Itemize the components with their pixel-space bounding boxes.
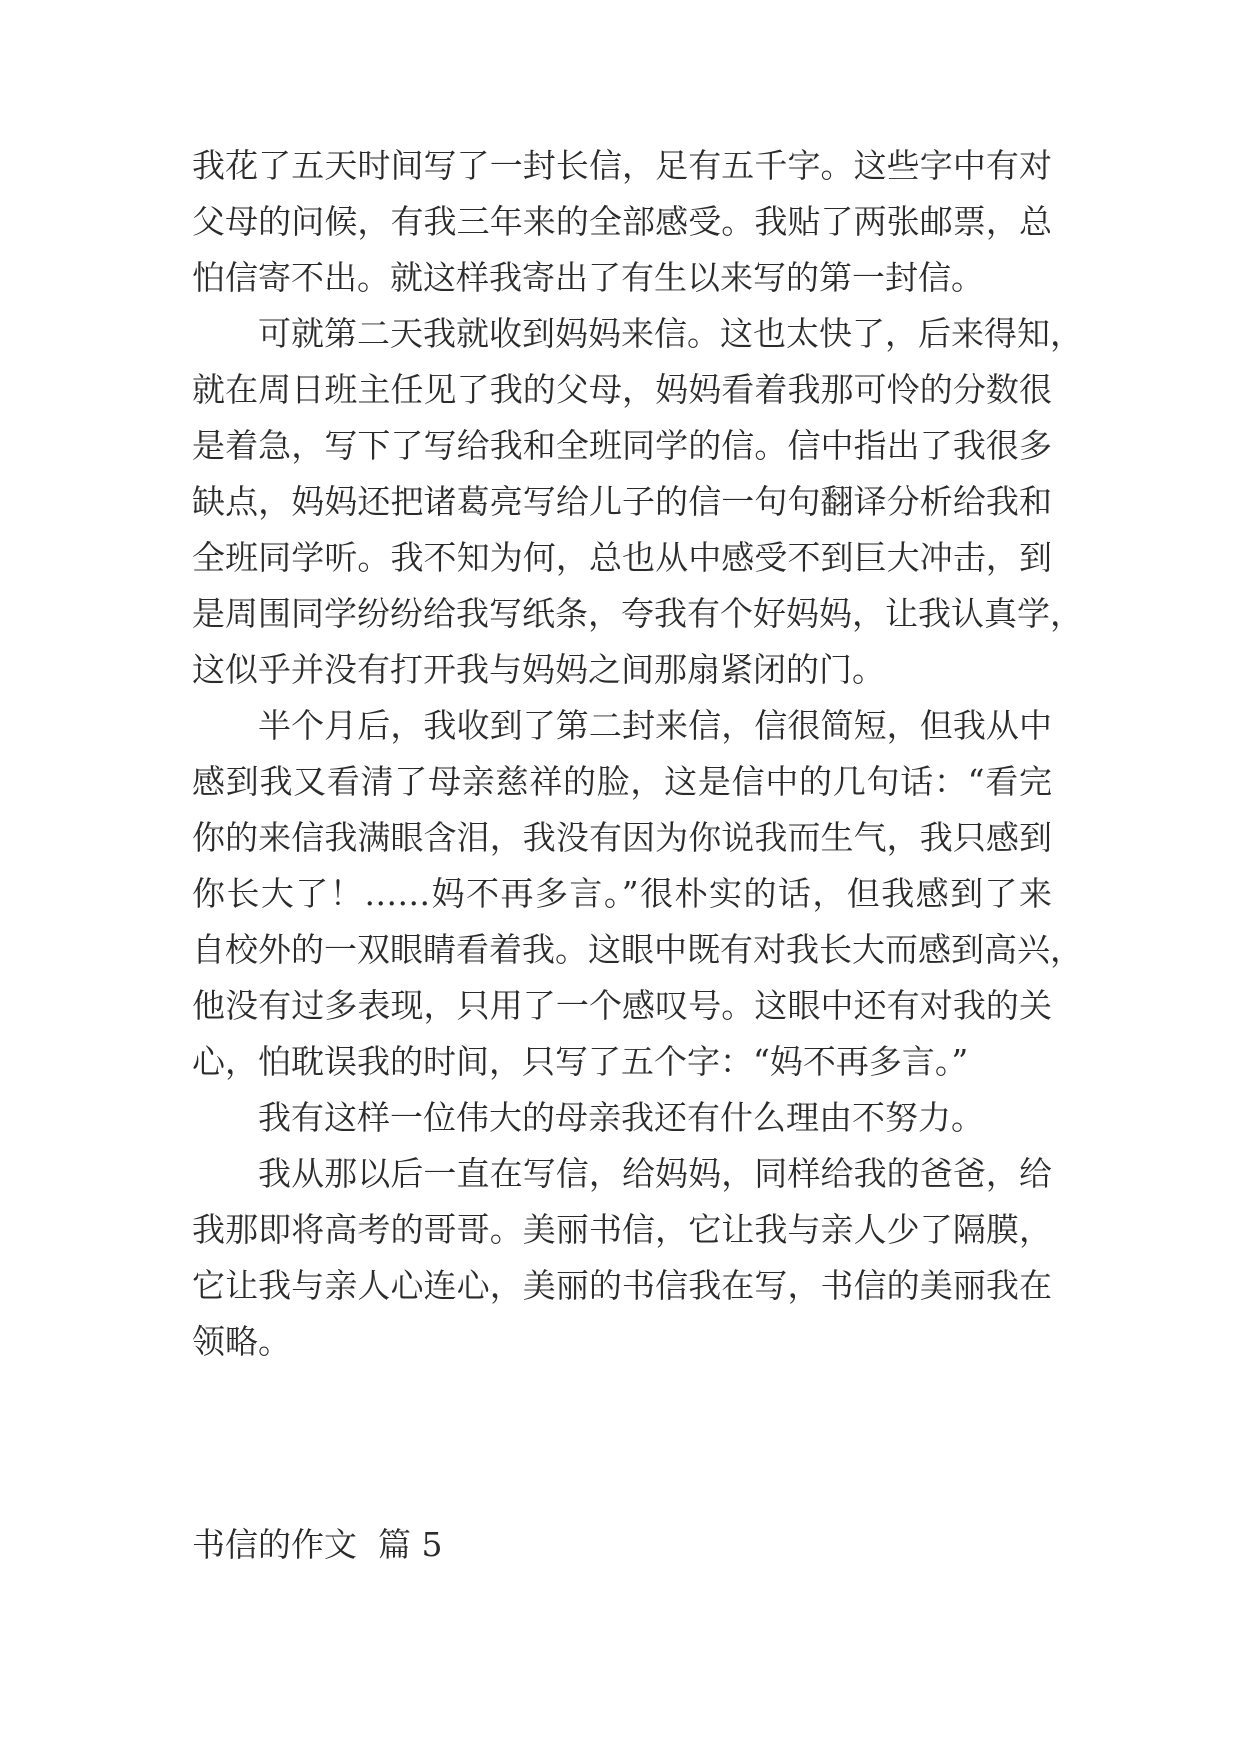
text-line: 是周围同学纷纷给我写纸条，夸我有个好妈妈，让我认真学， [192,594,1083,633]
text-line: 缺点，妈妈还把诸葛亮写给儿子的信一句句翻译分析给我和 [192,482,1052,521]
text-line: 我那即将高考的哥哥。美丽书信，它让我与亲人少了隔膜， [192,1210,1052,1249]
text-line: 全班同学听。我不知为何，总也从中感受不到巨大冲击，到 [192,538,1052,577]
text-line: 心，怕耽误我的时间，只写了五个字：“妈不再多言。” [192,1042,969,1081]
text-line: 我有这样一位伟大的母亲我还有什么理由不努力。 [258,1098,984,1137]
text-line: 就在周日班主任见了我的父母，妈妈看着我那可怜的分数很 [192,370,1052,409]
text-line: 自校外的一双眼睛看着我。这眼中既有对我长大而感到高兴， [192,930,1083,969]
section-heading: 书信的作文 篇 5 [192,1525,443,1564]
text-line: 怕信寄不出。就这样我寄出了有生以来写的第一封信。 [192,258,984,297]
text-line: 你长大了！……妈不再多言。”很朴实的话，但我感到了来 [192,874,1052,913]
text-line: 我花了五天时间写了一封长信，足有五千字。这些字中有对 [192,146,1052,185]
text-line: 它让我与亲人心连心，美丽的书信我在写，书信的美丽我在 [192,1266,1052,1305]
text-line: 这似乎并没有打开我与妈妈之间那扇紧闭的门。 [192,650,885,689]
text-line: 可就第二天我就收到妈妈来信。这也太快了，后来得知， [258,314,1083,353]
text-line: 半个月后，我收到了第二封来信，信很简短，但我从中 [258,706,1052,745]
text-line: 我从那以后一直在写信，给妈妈，同样给我的爸爸，给 [258,1154,1052,1193]
text-line: 父母的问候，有我三年来的全部感受。我贴了两张邮票，总 [192,202,1052,241]
text-line: 感到我又看清了母亲慈祥的脸，这是信中的几句话：“看完 [192,762,1052,801]
text-line: 你的来信我满眼含泪，我没有因为你说我而生气，我只感到 [192,818,1052,857]
text-line: 领略。 [192,1322,291,1361]
text-line: 是着急，写下了写给我和全班同学的信。信中指出了我很多 [192,426,1052,465]
text-line: 他没有过多表现，只用了一个感叹号。这眼中还有对我的关 [192,986,1052,1025]
